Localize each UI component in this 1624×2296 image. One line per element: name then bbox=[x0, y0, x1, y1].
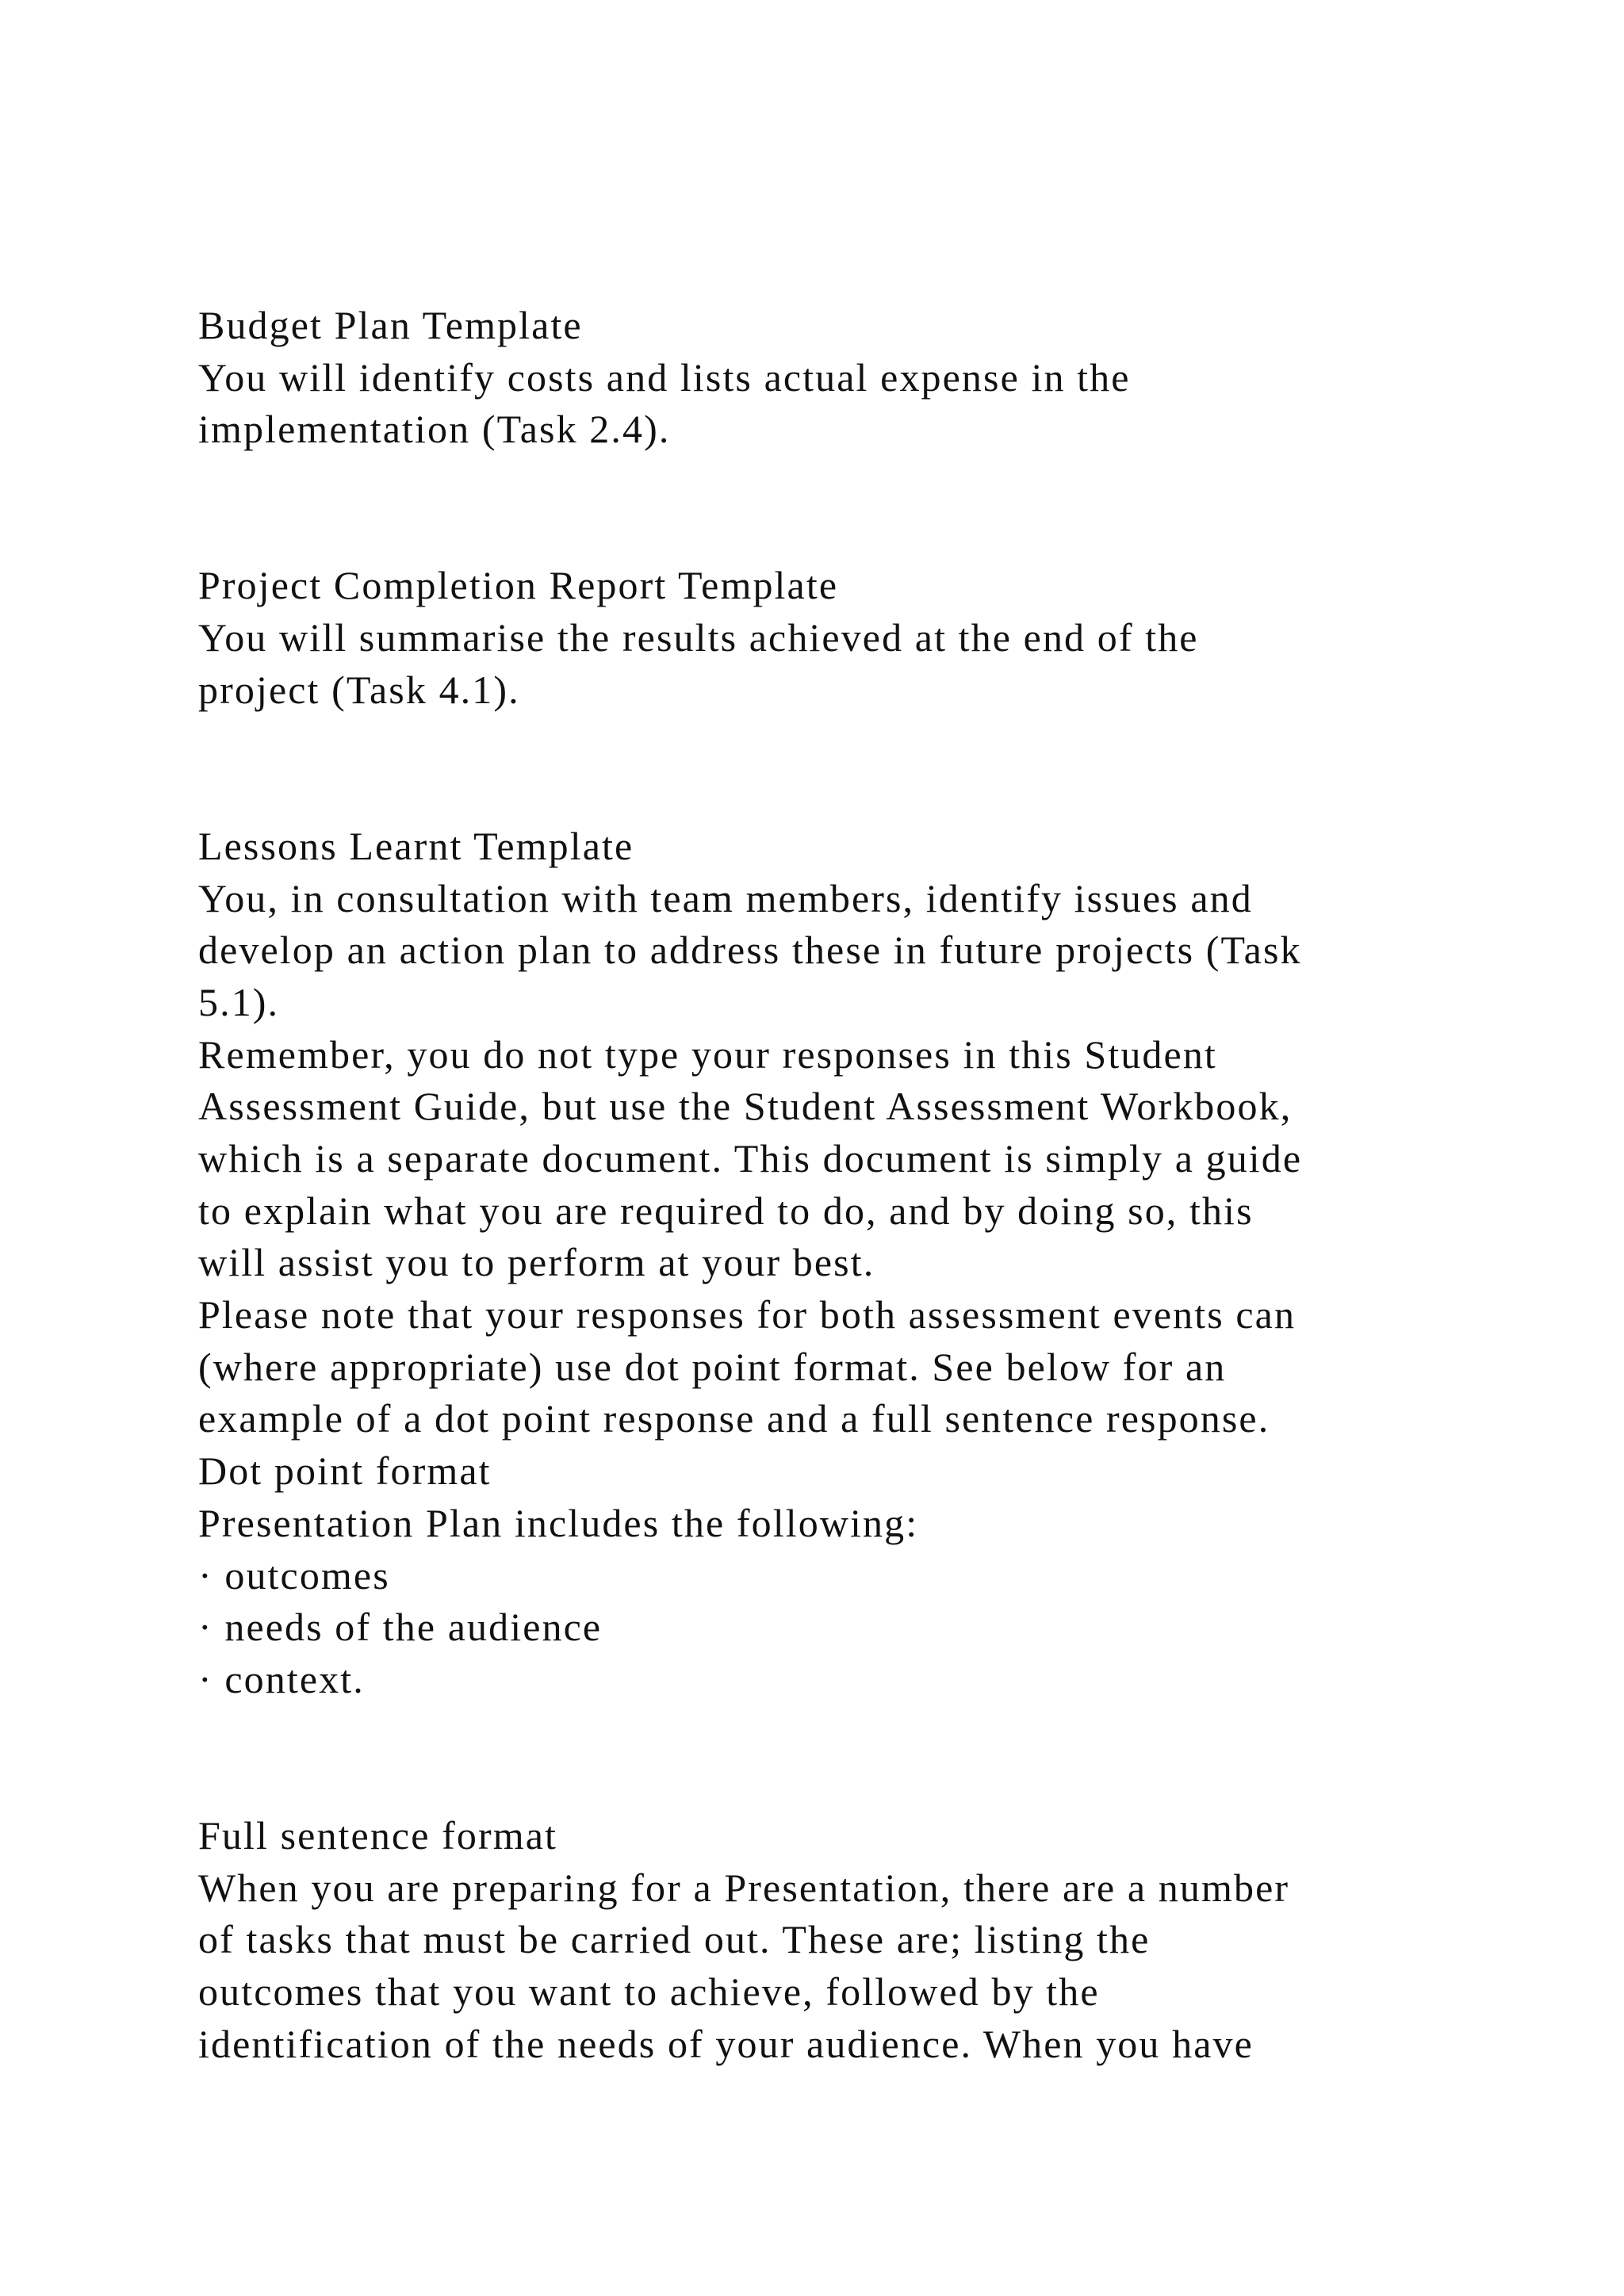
dot-point-item: · outcomes bbox=[198, 1552, 390, 1598]
full-sentence-text-line: of tasks that must be carried out. These are; listing the bbox=[198, 1917, 1151, 1962]
completion-report-text-line: project (Task 4.1). bbox=[198, 667, 520, 712]
reminder-text-line: Assessment Guide, but use the Student Assessment Workbook, bbox=[198, 1084, 1293, 1129]
lessons-learnt-text-line: 5.1). bbox=[198, 979, 280, 1024]
budget-plan-heading: Budget Plan Template bbox=[198, 303, 583, 347]
budget-plan-text-line: implementation (Task 2.4). bbox=[198, 407, 671, 452]
paragraph-spacer bbox=[198, 1706, 1483, 1810]
dot-point-item: · needs of the audience bbox=[198, 1605, 603, 1650]
full-sentence-text-line: identification of the needs of your audience. When you have bbox=[198, 2021, 1254, 2066]
lessons-learnt-heading: Lessons Learnt Template bbox=[198, 823, 634, 868]
full-sentence-text-line: outcomes that you want to achieve, followed by the bbox=[198, 1969, 1100, 2015]
paragraph-spacer bbox=[198, 717, 1483, 821]
reminder-text-line: to explain what you are required to do, and by doing so, this bbox=[198, 1188, 1254, 1233]
completion-report-heading: Project Completion Report Template bbox=[198, 563, 839, 608]
note-text-line: Please note that your responses for both assessment events can bbox=[198, 1292, 1297, 1337]
note-text-line: (where appropriate) use dot point format. See below for an bbox=[198, 1344, 1227, 1389]
dot-point-heading: Dot point format bbox=[198, 1448, 492, 1494]
reminder-text-line: will assist you to perform at your best. bbox=[198, 1240, 875, 1285]
full-sentence-heading: Full sentence format bbox=[198, 1812, 557, 1858]
document-body bbox=[198, 300, 1483, 2070]
paragraph-spacer bbox=[198, 456, 1483, 560]
lessons-learnt-text-line: You, in consultation with team members, identify issues and bbox=[198, 875, 1253, 920]
note-text-line: example of a dot point response and a full sentence response. bbox=[198, 1396, 1270, 1441]
dot-point-item: · context. bbox=[198, 1656, 365, 1701]
budget-plan-text-line: You will identify costs and lists actual expense in the bbox=[198, 354, 1131, 400]
lessons-learnt-text-line: develop an action plan to address these in future projects (Task bbox=[198, 928, 1302, 973]
reminder-text-line: Remember, you do not type your responses in this Student bbox=[198, 1031, 1217, 1077]
dot-point-intro: Presentation Plan includes the following: bbox=[198, 1500, 919, 1545]
reminder-text-line: which is a separate document. This document is simply a guide bbox=[198, 1136, 1303, 1181]
completion-report-text-line: You will summarise the results achieved at the end of the bbox=[198, 615, 1199, 660]
full-sentence-text-line: When you are preparing for a Presentation, there are a number bbox=[198, 1865, 1290, 1910]
